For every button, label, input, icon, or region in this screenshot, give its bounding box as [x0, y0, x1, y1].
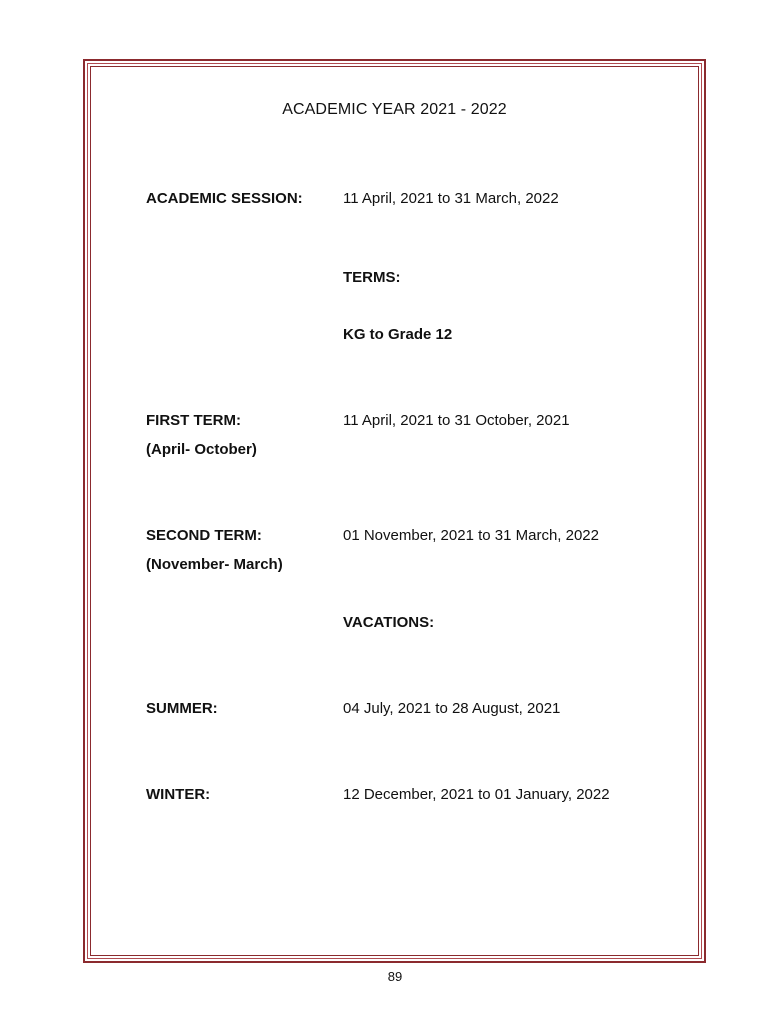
first-term-value: 11 April, 2021 to 31 October, 2021 — [343, 412, 570, 429]
page-title: ACADEMIC YEAR 2021 - 2022 — [282, 101, 507, 118]
page-number: 89 — [387, 969, 403, 984]
winter-label: WINTER: — [146, 786, 211, 803]
second-term-months: (November- March) — [146, 556, 283, 573]
first-term-months: (April- October) — [146, 441, 257, 458]
second-term-label: SECOND TERM: — [146, 527, 262, 544]
grades-heading: KG to Grade 12 — [343, 326, 453, 343]
terms-heading: TERMS: — [343, 269, 401, 286]
academic-session-label: ACADEMIC SESSION: — [146, 190, 303, 207]
academic-session-value: 11 April, 2021 to 31 March, 2022 — [343, 190, 559, 207]
summer-label: SUMMER: — [146, 700, 218, 717]
first-term-label: FIRST TERM: — [146, 412, 241, 429]
summer-value: 04 July, 2021 to 28 August, 2021 — [343, 700, 561, 717]
second-term-value: 01 November, 2021 to 31 March, 2022 — [343, 527, 599, 544]
winter-value: 12 December, 2021 to 01 January, 2022 — [343, 786, 610, 803]
vacations-heading: VACATIONS: — [343, 614, 435, 631]
